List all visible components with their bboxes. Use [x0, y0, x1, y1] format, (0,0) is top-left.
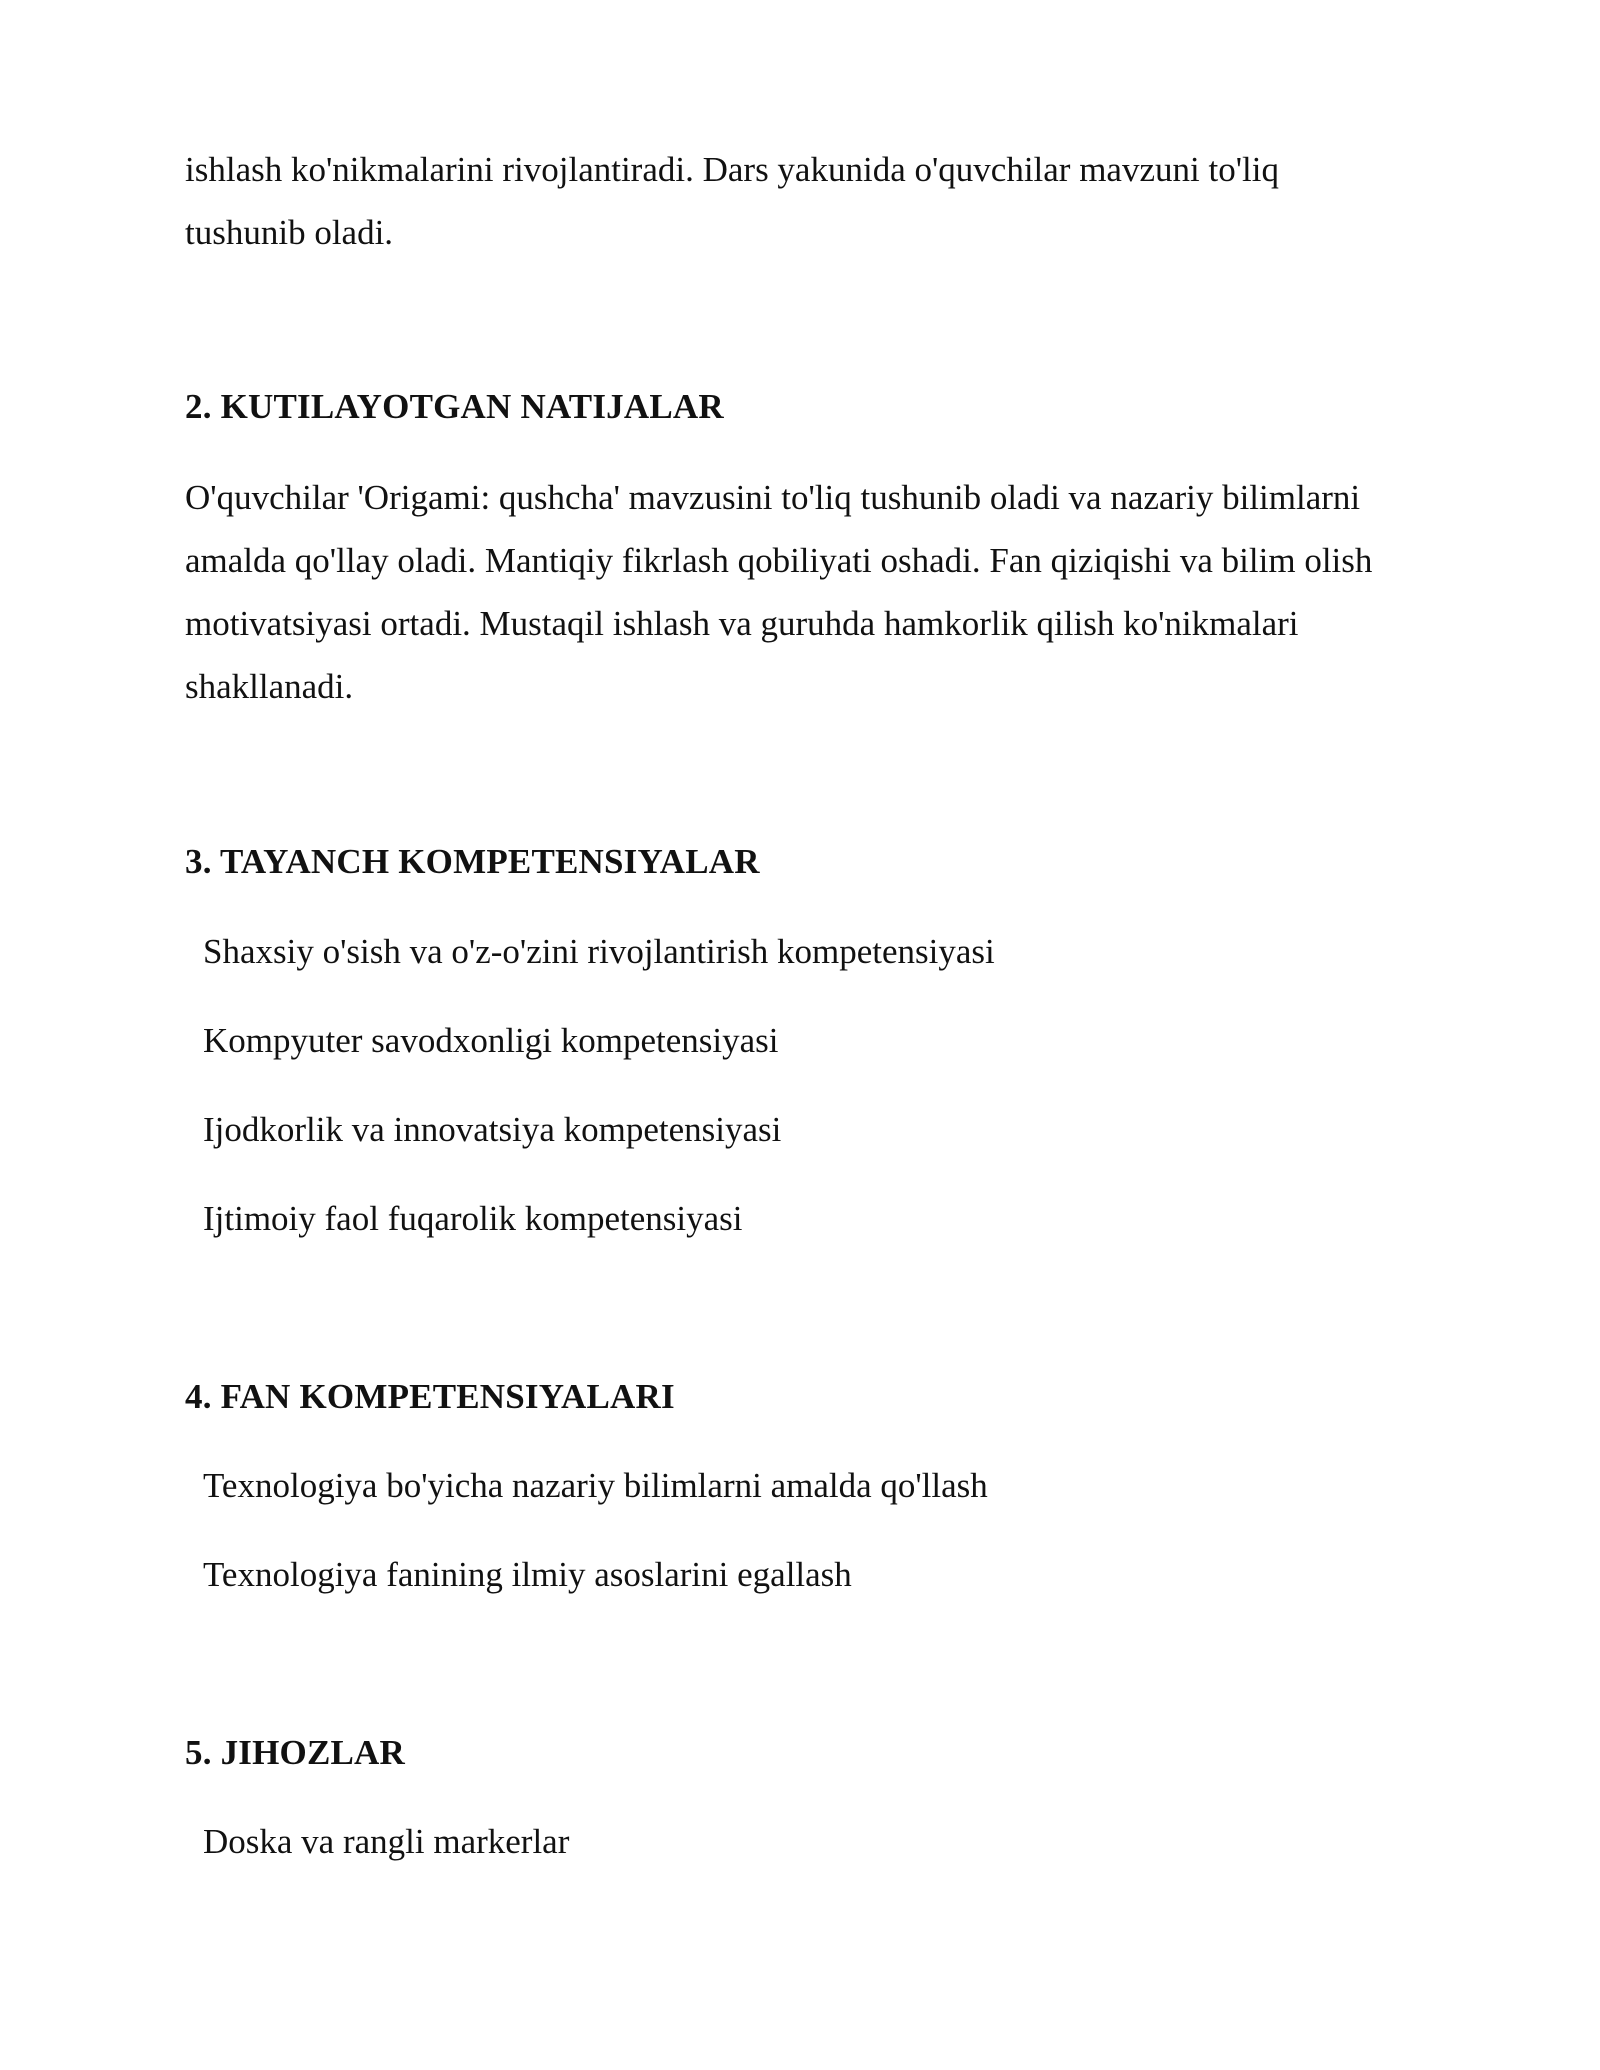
section-heading-subject-competencies: 4. FAN KOMPETENSIYALARI — [185, 1377, 675, 1416]
list-item: Ijtimoiy faol fuqarolik kompetensiyasi — [203, 1199, 743, 1238]
list-item: Texnologiya bo'yicha nazariy bilimlarni amalda qo'llash — [203, 1466, 988, 1505]
section-heading-equipment: 5. JIHOZLAR — [185, 1733, 406, 1772]
list-item: Texnologiya fanining ilmiy asoslarini egallash — [203, 1555, 852, 1594]
list-item: Shaxsiy o'sish va o'z-o'zini rivojlantirish kompetensiyasi — [203, 932, 995, 971]
list-item: Kompyuter savodxonligi kompetensiyasi — [203, 1021, 779, 1060]
section-heading-expected-results: 2. KUTILAYOTGAN NATIJALAR — [185, 387, 724, 426]
expected-results-paragraph: O'quvchilar 'Origami: qushcha' mavzusini to'liq tushunib oladi va nazariy bilimlarni amalda qo'llay oladi. Mantiqiy fikrlash qobiliyati oshadi. Fan qiziqishi va bilim olish motivatsiyasi ortadi. Mustaqil ishlash va guruhda hamkorlik qilish ko'nikmalari shakllanadi. — [185, 478, 1373, 706]
list-item: Doska va rangli markerlar — [203, 1822, 570, 1861]
list-item: Ijodkorlik va innovatsiya kompetensiyasi — [203, 1110, 782, 1149]
section-heading-core-competencies: 3. TAYANCH KOMPETENSIYALAR — [185, 842, 760, 881]
continuation-paragraph: ishlash ko'nikmalarini rivojlantiradi. Dars yakunida o'quvchilar mavzuni to'liq tushunib oladi. — [185, 150, 1279, 252]
